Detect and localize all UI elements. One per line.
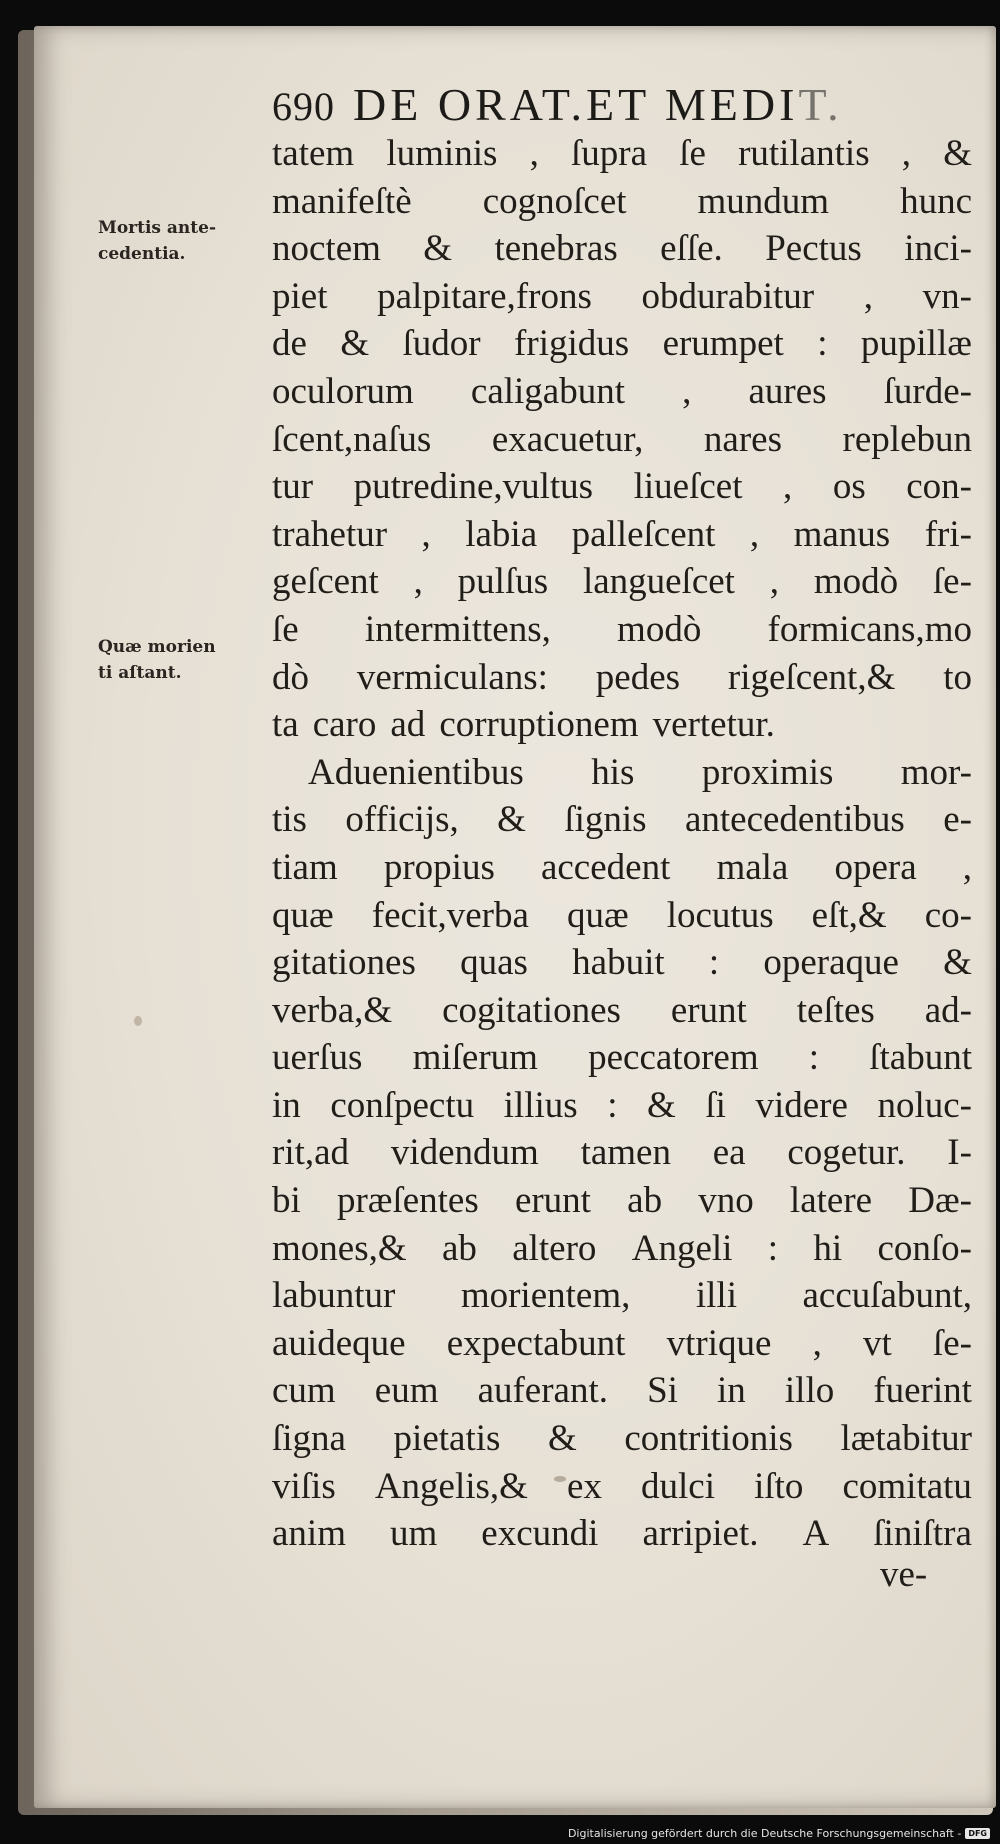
- text-line: ta caro ad corruptionem vertetur.: [272, 704, 775, 746]
- text-line: tatem luminis , ſupra ſe rutilantis , &: [272, 133, 972, 174]
- text-line: bi præſentes erunt ab vno latere Dæ-: [272, 1180, 972, 1222]
- text-line: geſcent , pulſus langueſcet , modò ſe-: [272, 561, 972, 603]
- marginal-note-quae-morienti: [98, 634, 268, 686]
- text-line: verba,& cogitationes erunt teſtes ad-: [272, 989, 972, 1031]
- text-line: dò vermiculans: pedes rigeſcent,& to: [272, 656, 972, 698]
- marginal-note-line: cedentia.: [98, 244, 186, 264]
- text-line: noctem & tenebras eſſe. Pectus inci-: [272, 228, 972, 270]
- text-line: oculorum caligabunt , aures ſurde-: [272, 370, 972, 412]
- marginal-note-line: Quæ morien: [98, 637, 216, 657]
- paper-stain: [134, 1016, 142, 1026]
- text-line: in conſpectu illius : & ſi videre noluc-: [272, 1084, 972, 1126]
- text-line: ſigna pietatis & contritionis lætabitur: [272, 1418, 972, 1460]
- text-line: ſcent,naſus exacuetur, nares replebun: [272, 418, 972, 460]
- text-line: mones,& ab altero Angeli : hi conſo-: [272, 1227, 972, 1269]
- text-line: cum eum auferant. Si in illo fuerint: [272, 1370, 972, 1412]
- text-line: anim um excundi arripiet. A ſiniſtra: [272, 1513, 972, 1555]
- body-text: [272, 130, 972, 1558]
- text-line: trahetur , labia palleſcent , manus fri-: [272, 513, 972, 555]
- dfg-logo: DFG: [965, 1828, 990, 1839]
- running-head: [272, 78, 972, 138]
- marginal-note-line: ti aſtant.: [98, 663, 182, 683]
- text-line: Aduenientibus his proximis mor-: [308, 751, 972, 793]
- text-line: uerſus miſerum peccatorem : ſtabunt: [272, 1037, 972, 1079]
- text-line: quæ fecit,verba quæ locutus eſt,& co-: [272, 894, 972, 936]
- digitization-credit: [568, 1827, 990, 1840]
- text-line: ſe intermittens, modò formicans,mo: [272, 608, 972, 650]
- text-line: viſis Angelis,& ex dulci iſto comitatu: [272, 1465, 972, 1507]
- marginal-note-line: Mortis ante-: [98, 218, 217, 238]
- text-line: gitationes quas habuit : operaque &: [272, 942, 972, 984]
- running-head-title: DE ORAT.ET MEDI: [353, 79, 799, 130]
- marginal-note-mortis: [98, 215, 268, 267]
- catchword: ve-: [880, 1554, 928, 1595]
- page-number: 690: [272, 84, 335, 129]
- text-line: rit,ad videndum tamen ea cogetur. I-: [272, 1132, 972, 1174]
- text-line: auideque expectabunt vtrique , vt ſe-: [272, 1322, 972, 1364]
- text-line: piet palpitare,frons obdurabitur , vn-: [272, 275, 972, 317]
- running-head-title-tail: T.: [798, 79, 843, 130]
- text-line: labuntur morientem, illi accuſabunt,: [272, 1275, 972, 1317]
- text-line: de & ſudor frigidus erumpet : pupillæ: [272, 323, 972, 365]
- text-line: tis officijs, & ſignis antecedentibus e-: [272, 799, 972, 841]
- text-line: tiam propius accedent mala opera ,: [272, 846, 972, 888]
- credit-text: Digitalisierung gefördert durch die Deutsche Forschungsgemeinschaft -: [567, 1827, 962, 1840]
- text-line: manifeſtè cognoſcet mundum hunc: [272, 180, 972, 222]
- text-line: tur putredine,vultus liueſcet , os con-: [272, 466, 972, 508]
